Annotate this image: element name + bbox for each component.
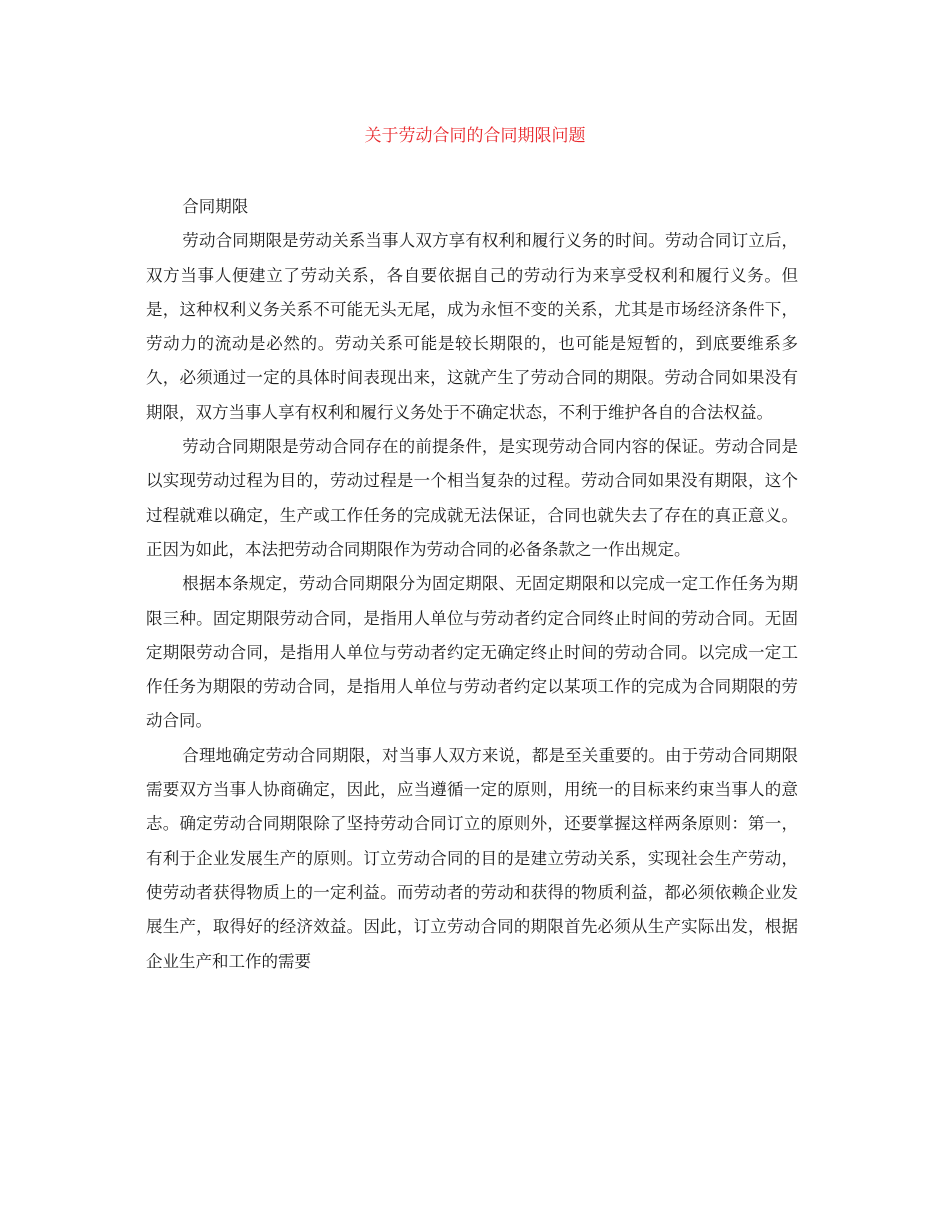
document-body bbox=[146, 190, 798, 979]
document-title: 关于劳动合同的合同期限问题 bbox=[364, 126, 586, 146]
paragraph-4: 合理地确定劳动合同期限，对当事人双方来说，都是至关重要的。由于劳动合同期限需要双方当事人协商确定，因此，应当遵循一定的原则，用统一的目标来约束当事人的意志。确定劳动合同期限除了坚持劳动合同订立的原则外，还要掌握这样两条原则：第一，有利于企业发展生产的原则。订立劳动合同的目的是建立劳动关系，实现社会生产劳动，使劳动者获得物质上的一定利益。而劳动者的劳动和获得的物质利益，都必须依赖企业发展生产，取得好的经济效益。因此，订立劳动合同的期限首先必须从生产实际出发，根据企业生产和工作的需要 bbox=[146, 745, 798, 971]
paragraph-3: 根据本条规定，劳动合同期限分为固定期限、无固定期限和以完成一定工作任务为期限三种。固定期限劳动合同，是指用人单位与劳动者约定合同终止时间的劳动合同。无固定期限劳动合同，是指用人单位与劳动者约定无确定终止时间的劳动合同。以完成一定工作任务为期限的劳动合同，是指用人单位与劳动者约定以某项工作的完成为合同期限的劳动合同。 bbox=[146, 574, 798, 731]
paragraph-1: 劳动合同期限是劳动关系当事人双方享有权利和履行义务的时间。劳动合同订立后，双方当事人便建立了劳动关系，各自要依据自己的劳动行为来享受权利和履行义务。但是，这种权利义务关系不可能无头无尾，成为永恒不变的关系，尤其是市场经济条件下，劳动力的流动是必然的。劳动关系可能是较长期限的，也可能是短暂的，到底要维系多久，必须通过一定的具体时间表现出来，这就产生了劳动合同的期限。劳动合同如果没有期限，双方当事人享有权利和履行义务处于不确定状态，不利于维护各自的合法权益。 bbox=[146, 231, 798, 422]
paragraph-2: 劳动合同期限是劳动合同存在的前提条件，是实现劳动合同内容的保证。劳动合同是以实现劳动过程为目的，劳动过程是一个相当复杂的过程。劳动合同如果没有期限，这个过程就难以确定，生产或工作任务的完成就无法保证，合同也就失去了存在的真正意义。正因为如此，本法把劳动合同期限作为劳动合同的必备条款之一作出规定。 bbox=[146, 437, 798, 559]
section-heading: 合同期限 bbox=[182, 197, 249, 216]
